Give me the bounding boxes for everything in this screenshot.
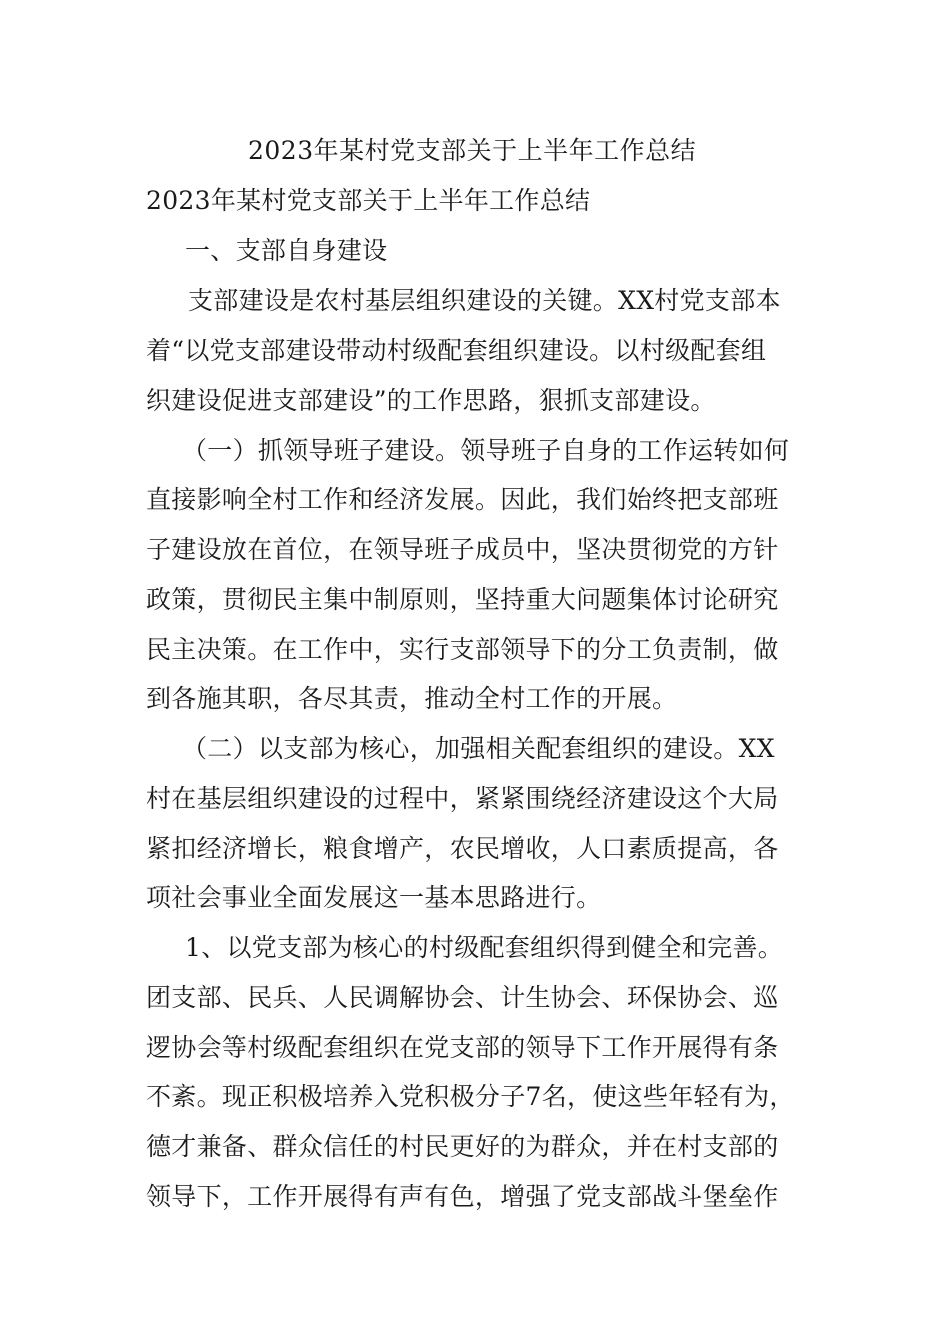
section-heading: 一、支部自身建设 xyxy=(185,236,388,265)
paragraph-line: 织建设促进支部建设”的工作思路，狠抓支部建设。 xyxy=(146,386,716,415)
paragraph-line: （二）以支部为核心，加强相关配套组织的建设。XX xyxy=(182,734,775,763)
paragraph-line: 着“以党支部建设带动村级配套组织建设。以村级配套组 xyxy=(146,336,767,365)
paragraph-line: 领导下，工作开展得有声有色，增强了党支部战斗堡垒作 xyxy=(146,1182,779,1211)
paragraph-line: 项社会事业全面发展这一基本思路进行。 xyxy=(146,883,602,912)
paragraph-line: 紧扣经济增长，粮食增产，农民增收，人口素质提高，各 xyxy=(146,834,779,863)
paragraph-line: 德才兼备、群众信任的村民更好的为群众，并在村支部的 xyxy=(146,1132,779,1161)
paragraph-line: （一）抓领导班子建设。领导班子自身的工作运转如何 xyxy=(182,436,790,465)
paragraph-line: 子建设放在首位，在领导班子成员中，坚决贯彻党的方针 xyxy=(146,535,779,564)
document-subtitle: 2023年某村党支部关于上半年工作总结 xyxy=(146,186,591,215)
paragraph-line: 村在基层组织建设的过程中，紧紧围绕经济建设这个大局 xyxy=(146,784,779,813)
paragraph-line: 政策，贯彻民主集中制原则，坚持重大问题集体讨论研究 xyxy=(146,585,779,614)
paragraph-line: 直接影响全村工作和经济发展。因此，我们始终把支部班 xyxy=(146,485,779,514)
document-title: 2023年某村党支部关于上半年工作总结 xyxy=(248,136,697,165)
paragraph-line: 到各施其职，各尽其责，推动全村工作的开展。 xyxy=(146,684,678,713)
paragraph-line: 民主决策。在工作中，实行支部领导下的分工负责制，做 xyxy=(146,635,779,664)
paragraph-line: 1、以党支部为核心的村级配套组织得到健全和完善。 xyxy=(185,933,784,962)
paragraph-line: 支部建设是农村基层组织建设的关键。XX村党支部本 xyxy=(188,286,781,315)
paragraph-line: 团支部、民兵、人民调解协会、计生协会、环保协会、巡 xyxy=(146,983,779,1012)
paragraph-line: 不紊。现正积极培养入党积极分子7名，使这些年轻有为， xyxy=(146,1082,795,1111)
paragraph-line: 逻协会等村级配套组织在党支部的领导下工作开展得有条 xyxy=(146,1033,779,1062)
